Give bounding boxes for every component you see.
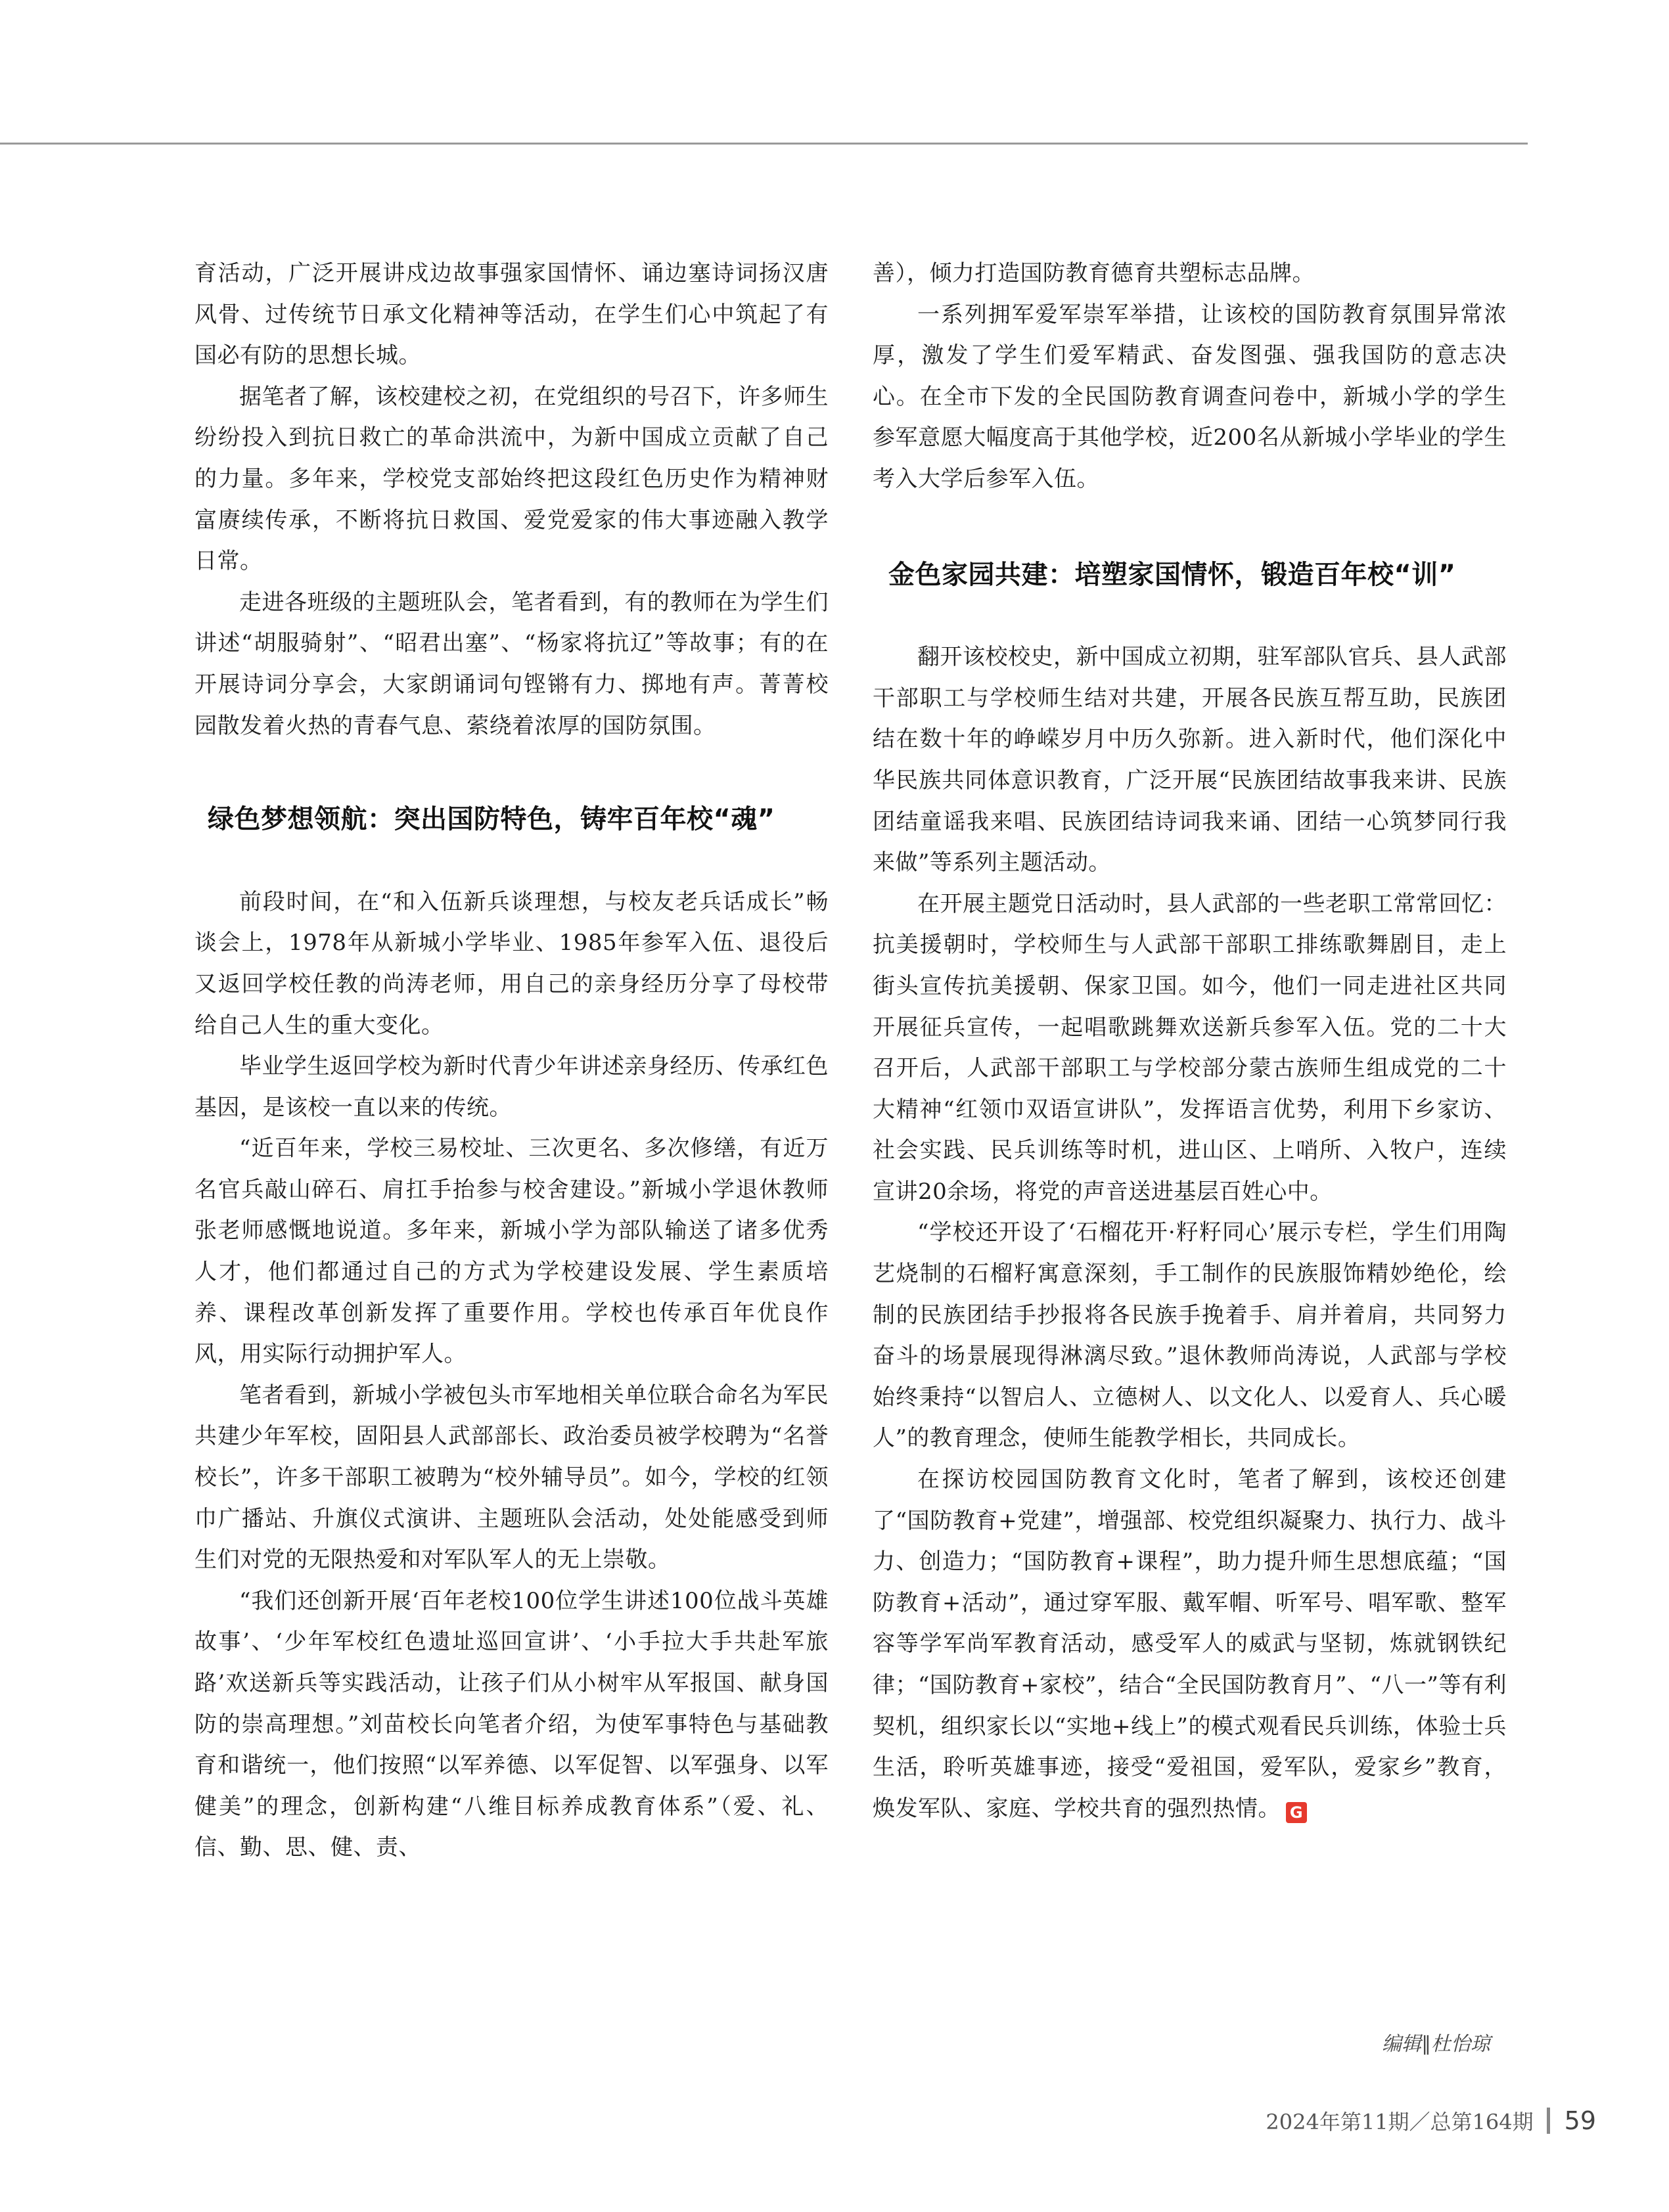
page-number: 59 [1564, 2106, 1596, 2135]
paragraph: 翻开该校校史，新中国成立初期，驻军部队官兵、县人武部干部职工与学校师生结对共建，开展各民族互帮互助，民族团结在数十年的峥嵘岁月中历久弥新。进入新时代，他们深化中华民族共同体意识教育，广泛开展“民族团结故事我来讲、民族团结童谣我来唱、民族团结诗词我来诵、团结一心筑梦同行我来做”等系列主题活动。 [873, 644, 1507, 876]
paragraph: 在开展主题党日活动时，县人武部的一些老职工常常回忆：抗美援朝时，学校师生与人武部干部职工排练歌舞剧目，走上街头宣传抗美援朝、保家卫国。如今，他们一同走进社区共同开展征兵宣传，一起唱歌跳舞欢送新兵参军入伍。党的二十大召开后，人武部干部职工与学校部分蒙古族师生组成党的二十大精神“红领巾双语宣讲队”，发挥语言优势，利用下乡家访、社会实践、民兵训练等时机，进山区、上哨所、入牧户，连续宣讲20余场，将党的声音送进基层百姓心中。 [873, 890, 1507, 1205]
header-rule [0, 143, 1528, 145]
paragraph: “学校还开设了‘石榴花开·籽籽同心’展示专栏，学生们用陶艺烧制的石榴籽寓意深刻，手工制作的民族服饰精妙绝伦，绘制的民族团结手抄报将各民族手挽着手、肩并着肩，共同努力奋斗的场景展现得淋漓尽致。”退休教师尚涛说，人武部与学校始终秉持“以智启人、立德树人、以文化人、以爱育人、兵心暖人”的教育理念，使师生能教学相长，共同成长。 [873, 1219, 1507, 1452]
editor-credit: 编辑∥杜怡琼 [1382, 2033, 1490, 2056]
paragraph: 育活动，广泛开展讲戍边故事强家国情怀、诵边塞诗词扬汉唐风骨、过传统节日承文化精神等活动，在学生们心中筑起了有国必有防的思想长城。 [194, 260, 829, 369]
paragraph-text: 在探访校园国防教育文化时，笔者了解到，该校还创建了“国防教育+党建”，增强部、校党组织凝聚力、执行力、战斗力、创造力；“国防教育+课程”，助力提升师生思想底蕴；“国防教育+活动”，通过穿军服、戴军帽、听军号、唱军歌、整军容等学军尚军教育活动，感受军人的威武与坚韧，炼就钢铁纪律；“国防教育+家校”，结合“全民国防教育月”、“八一”等有利契机，组织家长以“实地+线上”的模式观看民兵训练，体验士兵生活，聆听英雄事迹，接受“爱祖国，爱军队，爱家乡”教育，焕发军队、家庭、学校共育的强烈热情。 [873, 1466, 1507, 1822]
issue-info: 2024年第11期／总第164期 [1266, 2110, 1534, 2134]
paragraph: “近百年来，学校三易校址、三次更名、多次修缮，有近万名官兵敲山碎石、肩扛手抬参与校舍建设。”新城小学退休教师张老师感慨地说道。多年来，新城小学为部队输送了诸多优秀人才，他们都通过自己的方式为学校建设发展、学生素质培养、课程改革创新发挥了重要作用。学校也传承百年优良作风，用实际行动拥护军人。 [194, 1135, 829, 1368]
paragraph: 走进各班级的主题班队会，笔者看到，有的教师在为学生们讲述“胡服骑射”、“昭君出塞”、“杨家将抗辽”等故事；有的在开展诗词分享会，大家朗诵词句铿锵有力、掷地有声。菁菁校园散发着火热的青春气息、萦绕着浓厚的国防氛围。 [194, 589, 829, 739]
right-column [873, 253, 1507, 1829]
left-column [194, 253, 829, 1868]
section-heading: 金色家园共建：培塑家国情怀，锻造百年校“训” [888, 559, 1456, 590]
paragraph [873, 1459, 1507, 1829]
paragraph: 据笔者了解，该校建校之初，在党组织的号召下，许多师生纷纷投入到抗日救亡的革命洪流中，为新中国成立贡献了自己的力量。多年来，学校党支部始终把这段红色历史作为精神财富赓续传承，不断将抗日救国、爱党爱家的伟大事迹融入教学日常。 [194, 383, 829, 575]
paragraph: 前段时间，在“和入伍新兵谈理想，与校友老兵话成长”畅谈会上，1978年从新城小学毕业、1985年参军入伍、退役后又返回学校任教的尚涛老师，用自己的亲身经历分享了母校带给自己人生的重大变化。 [194, 888, 829, 1039]
page-footer [1266, 2106, 1596, 2136]
section-heading: 绿色梦想领航：突出国防特色，铸牢百年校“魂” [208, 804, 775, 835]
footer-divider [1547, 2108, 1550, 2134]
paragraph: 善），倾力打造国防教育德育共塑标志品牌。 [873, 260, 1315, 286]
paragraph: 笔者看到，新城小学被包头市军地相关单位联合命名为军民共建少年军校，固阳县人武部部长、政治委员被学校聘为“名誉校长”，许多干部职工被聘为“校外辅导员”。如今，学校的红领巾广播站、升旗仪式演讲、主题班队会活动，处处能感受到师生们对党的无限热爱和对军队军人的无上崇敬。 [194, 1382, 829, 1573]
paragraph: 一系列拥军爱军崇军举措，让该校的国防教育氛围异常浓厚，激发了学生们爱军精武、奋发图强、强我国防的意志决心。在全市下发的全民国防教育调查问卷中，新城小学的学生参军意愿大幅度高于其他学校，近200名从新城小学毕业的学生考入大学后参军入伍。 [873, 301, 1507, 492]
paragraph: “我们还创新开展‘百年老校100位学生讲述100位战斗英雄故事’、‘少年军校红色遗址巡回宣讲’、‘小手拉大手共赴军旅路’欢送新兵等实践活动，让孩子们从小树牢从军报国、献身国防的崇高理想。”刘苗校长向笔者介绍，为使军事特色与基础教育和谐统一，他们按照“以军养德、以军促智、以军强身、以军健美”的理念，创新构建“八维目标养成教育体系”（爱、礼、信、勤、思、健、责、 [194, 1587, 829, 1861]
end-mark-icon: G [1286, 1802, 1307, 1823]
paragraph: 毕业学生返回学校为新时代青少年讲述亲身经历、传承红色基因，是该校一直以来的传统。 [194, 1053, 829, 1121]
